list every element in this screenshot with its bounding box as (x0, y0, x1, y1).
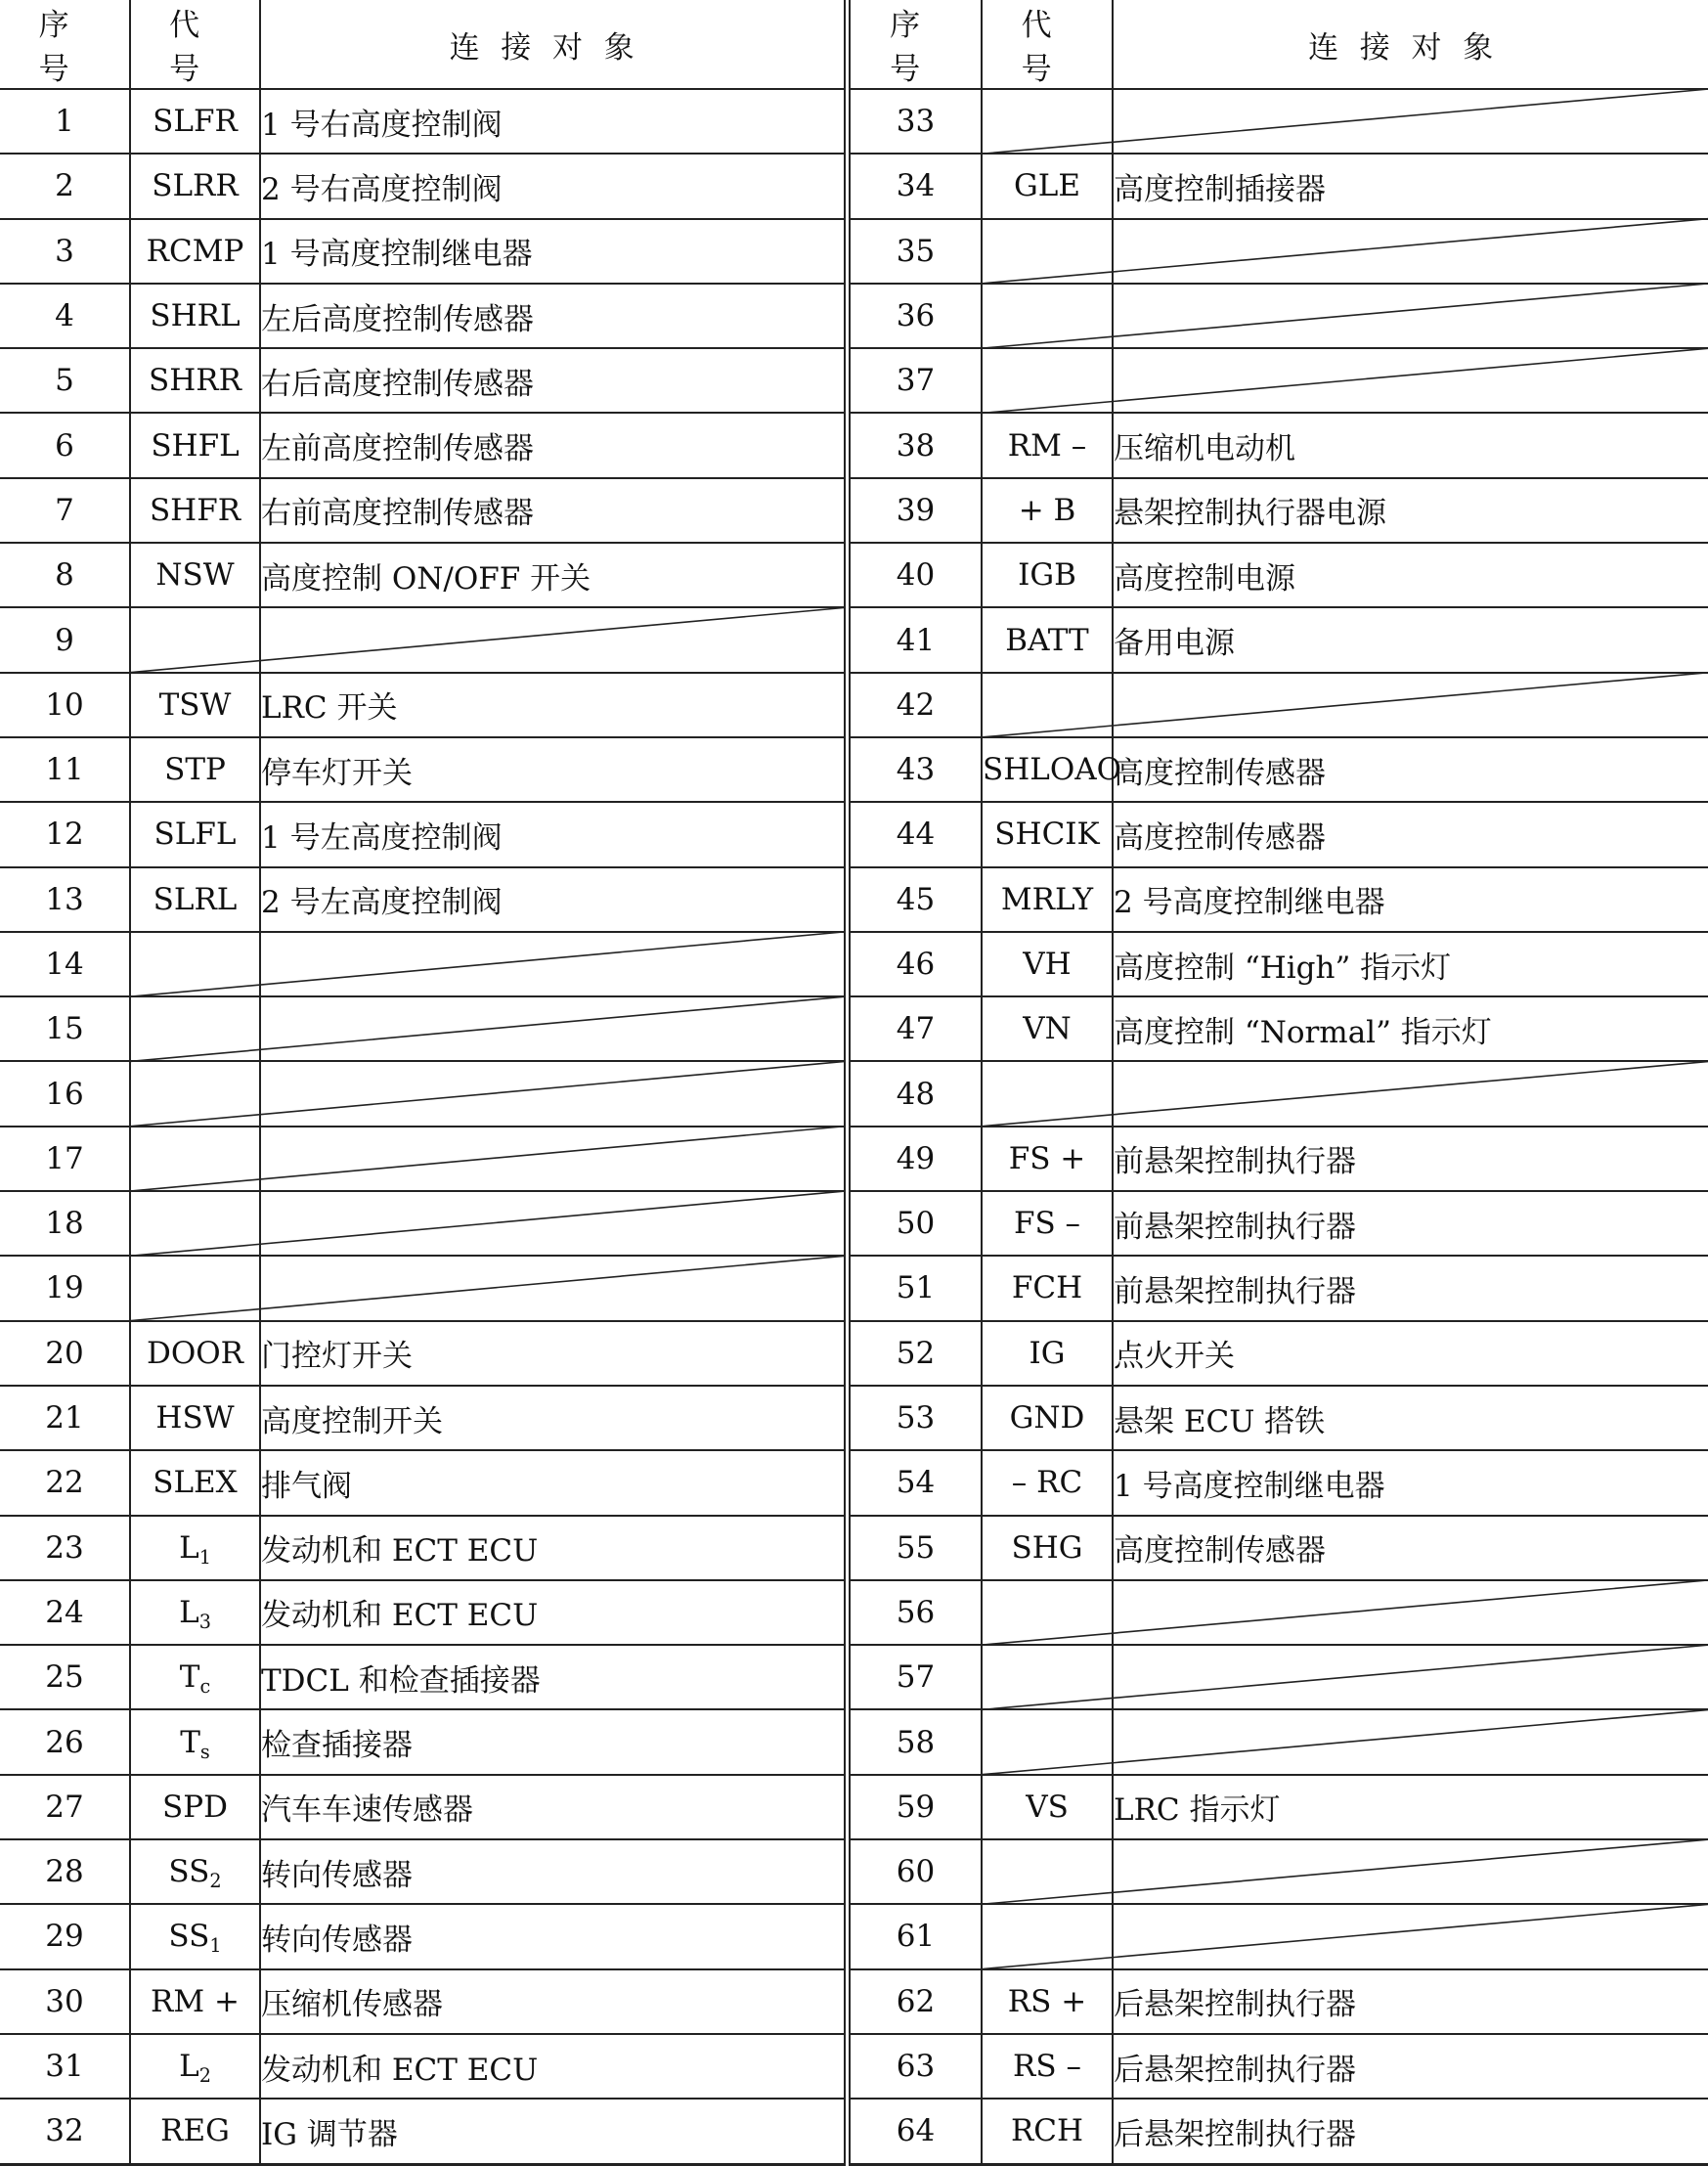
connection-target: 1 号右高度控制阀 (260, 89, 845, 154)
pin-number: 32 (0, 2099, 130, 2164)
pin-code: VS (982, 1775, 1113, 1839)
connection-target (1113, 1061, 1708, 1126)
pin-code (130, 1516, 260, 1580)
pin-number: 49 (850, 1127, 982, 1191)
pin-number: 60 (850, 1839, 982, 1904)
table-row (850, 478, 1708, 543)
pin-code: SHG (982, 1516, 1113, 1580)
connection-target: 检查插接器 (260, 1709, 845, 1774)
table-row-unused (0, 1127, 845, 1191)
pin-code (982, 1904, 1113, 1968)
pin-number: 1 (0, 89, 130, 154)
pin-number: 41 (850, 607, 982, 672)
pin-code (982, 1839, 1113, 1904)
table-row-unused (850, 1580, 1708, 1645)
table-row (0, 802, 845, 866)
connection-target (1113, 1839, 1708, 1904)
pin-number: 46 (850, 932, 982, 996)
connection-target: 1 号左高度控制阀 (260, 802, 845, 866)
pin-code: FS – (982, 1191, 1113, 1256)
pin-code: IG (982, 1321, 1113, 1386)
pin-code: STP (130, 737, 260, 802)
table-row-unused (0, 1061, 845, 1126)
connection-target: 汽车车速传感器 (260, 1775, 845, 1839)
pin-code-subscript: 2 (198, 2063, 211, 2087)
pin-number: 26 (0, 1709, 130, 1774)
pin-code (130, 607, 260, 672)
pin-code: + B (982, 478, 1113, 543)
table-row-unused (0, 607, 845, 672)
pin-code: BATT (982, 607, 1113, 672)
connection-target: 点火开关 (1113, 1321, 1708, 1386)
pin-number: 11 (0, 737, 130, 802)
pin-code: RCMP (130, 219, 260, 284)
header-object: 连接对象 (260, 0, 845, 89)
pin-code: FCH (982, 1256, 1113, 1320)
pin-number: 4 (0, 284, 130, 348)
pin-code (130, 1256, 260, 1320)
pin-number: 9 (0, 607, 130, 672)
connection-target: 右后高度控制传感器 (260, 348, 845, 413)
connection-target (1113, 284, 1708, 348)
table-header-row (0, 0, 845, 89)
pin-table-left (0, 0, 846, 2166)
table-row (0, 413, 845, 477)
connection-target: 备用电源 (1113, 607, 1708, 672)
pin-code: SHFR (130, 478, 260, 543)
pin-code (130, 1709, 260, 1774)
table-row-unused (850, 1645, 1708, 1709)
pin-number: 62 (850, 1969, 982, 2034)
pin-number: 55 (850, 1516, 982, 1580)
connection-target: 发动机和 ECT ECU (260, 2034, 845, 2099)
pin-number: 52 (850, 1321, 982, 1386)
pin-number: 56 (850, 1580, 982, 1645)
pin-code: SLEX (130, 1450, 260, 1515)
pin-code (982, 219, 1113, 284)
pin-number: 13 (0, 867, 130, 932)
pin-number: 14 (0, 932, 130, 996)
table-header-row (850, 0, 1708, 89)
table-row-unused (850, 1904, 1708, 1968)
pin-code (130, 1904, 260, 1968)
pin-number: 17 (0, 1127, 130, 1191)
pin-code: FS + (982, 1127, 1113, 1191)
table-row (850, 1516, 1708, 1580)
pin-number: 21 (0, 1386, 130, 1450)
connection-target: 高度控制传感器 (1113, 1516, 1708, 1580)
connection-target (1113, 348, 1708, 413)
connection-target: IG 调节器 (260, 2099, 845, 2164)
pin-number: 42 (850, 673, 982, 737)
pin-number: 8 (0, 543, 130, 607)
pin-number: 7 (0, 478, 130, 543)
pin-code: RM – (982, 413, 1113, 477)
connection-target: 高度控制插接器 (1113, 154, 1708, 218)
pin-table-right (849, 0, 1708, 2166)
pin-code: HSW (130, 1386, 260, 1450)
connection-target (1113, 1904, 1708, 1968)
pin-code: SLRR (130, 154, 260, 218)
connection-target: 左前高度控制传感器 (260, 413, 845, 477)
connection-target: LRC 指示灯 (1113, 1775, 1708, 1839)
pin-code-base: L (179, 2049, 199, 2085)
pin-code: SHCIK (982, 802, 1113, 866)
connection-target: 前悬架控制执行器 (1113, 1256, 1708, 1320)
pin-code (130, 1839, 260, 1904)
pin-code (982, 1580, 1113, 1645)
pin-number: 51 (850, 1256, 982, 1320)
pin-code: DOOR (130, 1321, 260, 1386)
pin-number: 47 (850, 996, 982, 1061)
table-row (850, 1191, 1708, 1256)
table-row (0, 1904, 845, 1968)
table-row (850, 154, 1708, 218)
pin-number: 59 (850, 1775, 982, 1839)
table-row (850, 1450, 1708, 1515)
pin-number: 19 (0, 1256, 130, 1320)
pin-number: 57 (850, 1645, 982, 1709)
table-row (850, 996, 1708, 1061)
connection-target: 压缩机电动机 (1113, 413, 1708, 477)
pin-number: 31 (0, 2034, 130, 2099)
connection-target: 后悬架控制执行器 (1113, 2099, 1708, 2164)
connection-target: 压缩机传感器 (260, 1969, 845, 2034)
connection-target: LRC 开关 (260, 673, 845, 737)
connection-target: 高度控制传感器 (1113, 802, 1708, 866)
table-row-unused (0, 1256, 845, 1320)
pin-code (982, 1645, 1113, 1709)
table-row (850, 1321, 1708, 1386)
pin-number: 16 (0, 1061, 130, 1126)
pin-number: 12 (0, 802, 130, 866)
table-row-unused (850, 1061, 1708, 1126)
table-row (0, 673, 845, 737)
pin-code-subscript: 1 (209, 1934, 222, 1958)
connection-target (1113, 89, 1708, 154)
table-row (0, 1775, 845, 1839)
pin-code-subscript: 2 (209, 1869, 222, 1892)
pin-number: 50 (850, 1191, 982, 1256)
pin-code (130, 1580, 260, 1645)
pin-code: SHLOAO (982, 737, 1113, 802)
pin-number: 23 (0, 1516, 130, 1580)
table-row (0, 284, 845, 348)
table-row (850, 1127, 1708, 1191)
pin-number: 29 (0, 1904, 130, 1968)
table-row (0, 867, 845, 932)
connection-target (260, 607, 845, 672)
pin-code: VH (982, 932, 1113, 996)
pin-rows-left (0, 89, 845, 2164)
pin-number: 45 (850, 867, 982, 932)
pin-code-base: L (179, 1594, 199, 1630)
pin-code (130, 932, 260, 996)
pin-number: 6 (0, 413, 130, 477)
pin-code: RCH (982, 2099, 1113, 2164)
table-row-unused (850, 89, 1708, 154)
pin-code: SPD (130, 1775, 260, 1839)
pin-number: 34 (850, 154, 982, 218)
pin-number: 36 (850, 284, 982, 348)
table-row (850, 1775, 1708, 1839)
pin-code (982, 1061, 1113, 1126)
pin-code: TSW (130, 673, 260, 737)
pin-number: 18 (0, 1191, 130, 1256)
header-no: 序 号 (850, 0, 982, 89)
pin-code (982, 284, 1113, 348)
connection-target (1113, 1709, 1708, 1774)
table-row (850, 543, 1708, 607)
connection-target (260, 1191, 845, 1256)
pin-code (982, 89, 1113, 154)
table-row (0, 2034, 845, 2099)
pin-code: GND (982, 1386, 1113, 1450)
pin-code: SHRL (130, 284, 260, 348)
table-row (0, 1386, 845, 1450)
pin-code-base: L (179, 1529, 199, 1566)
connection-target: 悬架控制执行器电源 (1113, 478, 1708, 543)
pin-number: 37 (850, 348, 982, 413)
pin-code-subscript: 1 (198, 1545, 211, 1569)
table-row-unused (850, 348, 1708, 413)
pin-code: RS – (982, 2034, 1113, 2099)
pin-code: NSW (130, 543, 260, 607)
pin-number: 58 (850, 1709, 982, 1774)
connection-target: 发动机和 ECT ECU (260, 1516, 845, 1580)
connection-target: 前悬架控制执行器 (1113, 1191, 1708, 1256)
pin-rows-right (850, 89, 1708, 2164)
connection-target: 高度控制开关 (260, 1386, 845, 1450)
pin-code-subscript: 3 (198, 1610, 211, 1633)
pin-number: 2 (0, 154, 130, 218)
pin-code: MRLY (982, 867, 1113, 932)
table-row (0, 154, 845, 218)
connection-target: 1 号高度控制继电器 (260, 219, 845, 284)
connection-target: 门控灯开关 (260, 1321, 845, 1386)
connection-target: 高度控制 “High” 指示灯 (1113, 932, 1708, 996)
pin-number: 30 (0, 1969, 130, 2034)
table-row (0, 1450, 845, 1515)
connection-target: 1 号高度控制继电器 (1113, 1450, 1708, 1515)
table-row (850, 802, 1708, 866)
pin-code: – RC (982, 1450, 1113, 1515)
table-row (0, 543, 845, 607)
table-row-unused (850, 673, 1708, 737)
pin-number: 20 (0, 1321, 130, 1386)
table-row (0, 89, 845, 154)
connection-target (260, 932, 845, 996)
pin-code (982, 673, 1113, 737)
pin-code (982, 1709, 1113, 1774)
connection-target: 2 号左高度控制阀 (260, 867, 845, 932)
pin-number: 64 (850, 2099, 982, 2164)
connection-target: 转向传感器 (260, 1904, 845, 1968)
connection-target: 排气阀 (260, 1450, 845, 1515)
table-row (850, 2034, 1708, 2099)
table-row (0, 1321, 845, 1386)
pin-code (130, 2034, 260, 2099)
connection-target: 右前高度控制传感器 (260, 478, 845, 543)
pin-code (130, 1127, 260, 1191)
table-row-unused (0, 1191, 845, 1256)
table-row (0, 348, 845, 413)
table-row (0, 1645, 845, 1709)
table-row-unused (850, 284, 1708, 348)
pin-number: 38 (850, 413, 982, 477)
pin-code (130, 1645, 260, 1709)
pin-code (982, 348, 1113, 413)
pin-code: SHRR (130, 348, 260, 413)
connection-target: 后悬架控制执行器 (1113, 1969, 1708, 2034)
pin-code-base: SS (168, 1854, 210, 1890)
connection-target (1113, 1580, 1708, 1645)
pin-code (130, 1191, 260, 1256)
connection-target: TDCL 和检查插接器 (260, 1645, 845, 1709)
pin-number: 15 (0, 996, 130, 1061)
header-no: 序 号 (0, 0, 130, 89)
table-row (850, 867, 1708, 932)
pin-code: REG (130, 2099, 260, 2164)
pin-code: RM + (130, 1969, 260, 2034)
pin-number: 48 (850, 1061, 982, 1126)
connection-target (1113, 1645, 1708, 1709)
pin-number: 33 (850, 89, 982, 154)
connection-target (1113, 219, 1708, 284)
pin-number: 27 (0, 1775, 130, 1839)
table-row-unused (850, 1839, 1708, 1904)
pin-code (130, 1061, 260, 1126)
table-row (850, 2099, 1708, 2164)
pin-number: 61 (850, 1904, 982, 1968)
connection-target (260, 1256, 845, 1320)
pin-code-subscript: c (199, 1675, 211, 1699)
header-code: 代 号 (982, 0, 1113, 89)
pin-number: 25 (0, 1645, 130, 1709)
connection-target: 2 号高度控制继电器 (1113, 867, 1708, 932)
table-row (850, 737, 1708, 802)
pin-code: SHFL (130, 413, 260, 477)
connection-target (260, 1127, 845, 1191)
connection-target (260, 996, 845, 1061)
pin-code: IGB (982, 543, 1113, 607)
pin-code (130, 996, 260, 1061)
header-object: 连接对象 (1113, 0, 1708, 89)
connection-target: 转向传感器 (260, 1839, 845, 1904)
table-row-unused (0, 996, 845, 1061)
table-row (850, 1969, 1708, 2034)
pin-number: 44 (850, 802, 982, 866)
pin-number: 24 (0, 1580, 130, 1645)
pin-code: SLFR (130, 89, 260, 154)
table-row (850, 607, 1708, 672)
pin-number: 22 (0, 1450, 130, 1515)
table-row-unused (850, 1709, 1708, 1774)
table-row (0, 737, 845, 802)
pin-code: RS + (982, 1969, 1113, 2034)
table-row (850, 413, 1708, 477)
connection-target: 高度控制传感器 (1113, 737, 1708, 802)
table-row (0, 1969, 845, 2034)
connection-target: 停车灯开关 (260, 737, 845, 802)
pin-number: 53 (850, 1386, 982, 1450)
pin-code-subscript: s (199, 1740, 210, 1763)
pin-code-base: T (179, 1659, 200, 1696)
pin-number: 10 (0, 673, 130, 737)
pin-number: 28 (0, 1839, 130, 1904)
table-row (0, 1580, 845, 1645)
header-code: 代 号 (130, 0, 260, 89)
pin-number: 39 (850, 478, 982, 543)
table-row (0, 2099, 845, 2164)
pin-code: SLFL (130, 802, 260, 866)
table-row (850, 1386, 1708, 1450)
table-row (850, 932, 1708, 996)
connection-target (1113, 673, 1708, 737)
table-row (0, 219, 845, 284)
connection-target: 前悬架控制执行器 (1113, 1127, 1708, 1191)
connection-target: 高度控制 “Normal” 指示灯 (1113, 996, 1708, 1061)
pin-number: 43 (850, 737, 982, 802)
table-row (0, 1839, 845, 1904)
pin-code: VN (982, 996, 1113, 1061)
table-row-unused (0, 932, 845, 996)
connection-target: 发动机和 ECT ECU (260, 1580, 845, 1645)
pin-number: 35 (850, 219, 982, 284)
pin-code-base: T (180, 1724, 200, 1760)
pin-number: 3 (0, 219, 130, 284)
pin-number: 63 (850, 2034, 982, 2099)
pin-number: 5 (0, 348, 130, 413)
connection-target: 左后高度控制传感器 (260, 284, 845, 348)
connection-target: 高度控制 ON/OFF 开关 (260, 543, 845, 607)
connection-target: 2 号右高度控制阀 (260, 154, 845, 218)
table-row (0, 1709, 845, 1774)
table-row (0, 1516, 845, 1580)
table-row-unused (850, 219, 1708, 284)
connection-target: 后悬架控制执行器 (1113, 2034, 1708, 2099)
pin-number: 40 (850, 543, 982, 607)
pin-number: 54 (850, 1450, 982, 1515)
connection-target: 高度控制电源 (1113, 543, 1708, 607)
table-row (0, 478, 845, 543)
table-row (850, 1256, 1708, 1320)
connection-target: 悬架 ECU 搭铁 (1113, 1386, 1708, 1450)
pin-code-base: SS (168, 1919, 210, 1955)
pin-code: SLRL (130, 867, 260, 932)
pin-code: GLE (982, 154, 1113, 218)
connection-target (260, 1061, 845, 1126)
